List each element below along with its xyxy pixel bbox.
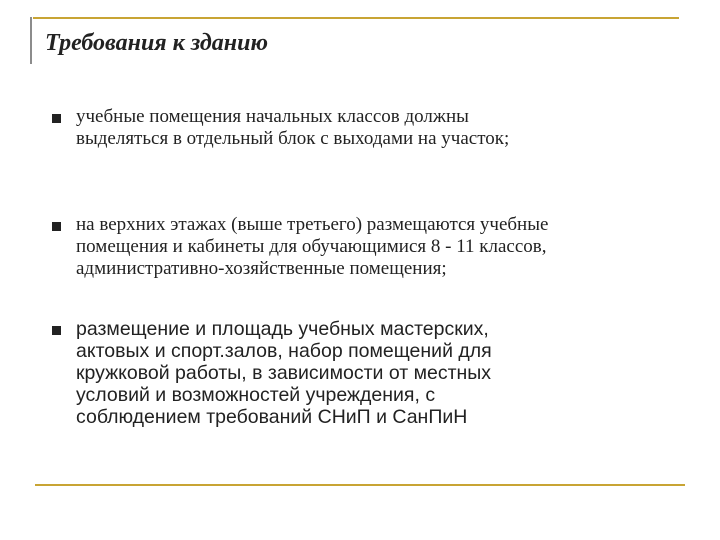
left-rule: [30, 17, 32, 64]
bullet-text: [76, 106, 696, 150]
text-line: размещение и площадь учебных мастерских,: [76, 318, 489, 340]
square-bullet-icon: [52, 114, 61, 123]
bottom-rule: [35, 484, 685, 486]
text-line: кружковой работы, в зависимости от местных: [76, 362, 492, 384]
text-line: учебные помещения начальных классов должны: [76, 106, 469, 127]
text-line: помещения и кабинеты для обучающимися 8 - 11 классов,: [76, 236, 547, 257]
text-line: соблюдением требований СНиП и СанПиН: [76, 406, 468, 428]
text-line: на верхних этажах (выше третьего) размещаются учебные: [76, 214, 549, 235]
bullet-text: [76, 318, 696, 428]
top-rule: [33, 17, 679, 19]
text-line: условий и возможностей учреждения, с: [76, 384, 436, 406]
square-bullet-icon: [52, 326, 61, 335]
bullet-text: [76, 214, 696, 280]
square-bullet-icon: [52, 222, 61, 231]
text-line: административно-хозяйственные помещения;: [76, 258, 447, 279]
text-line: актовых и спорт.залов, набор помещений для: [76, 340, 492, 362]
slide-title: Требования к зданию: [45, 30, 268, 56]
text-line: выделяться в отдельный блок с выходами на участок;: [76, 128, 510, 149]
